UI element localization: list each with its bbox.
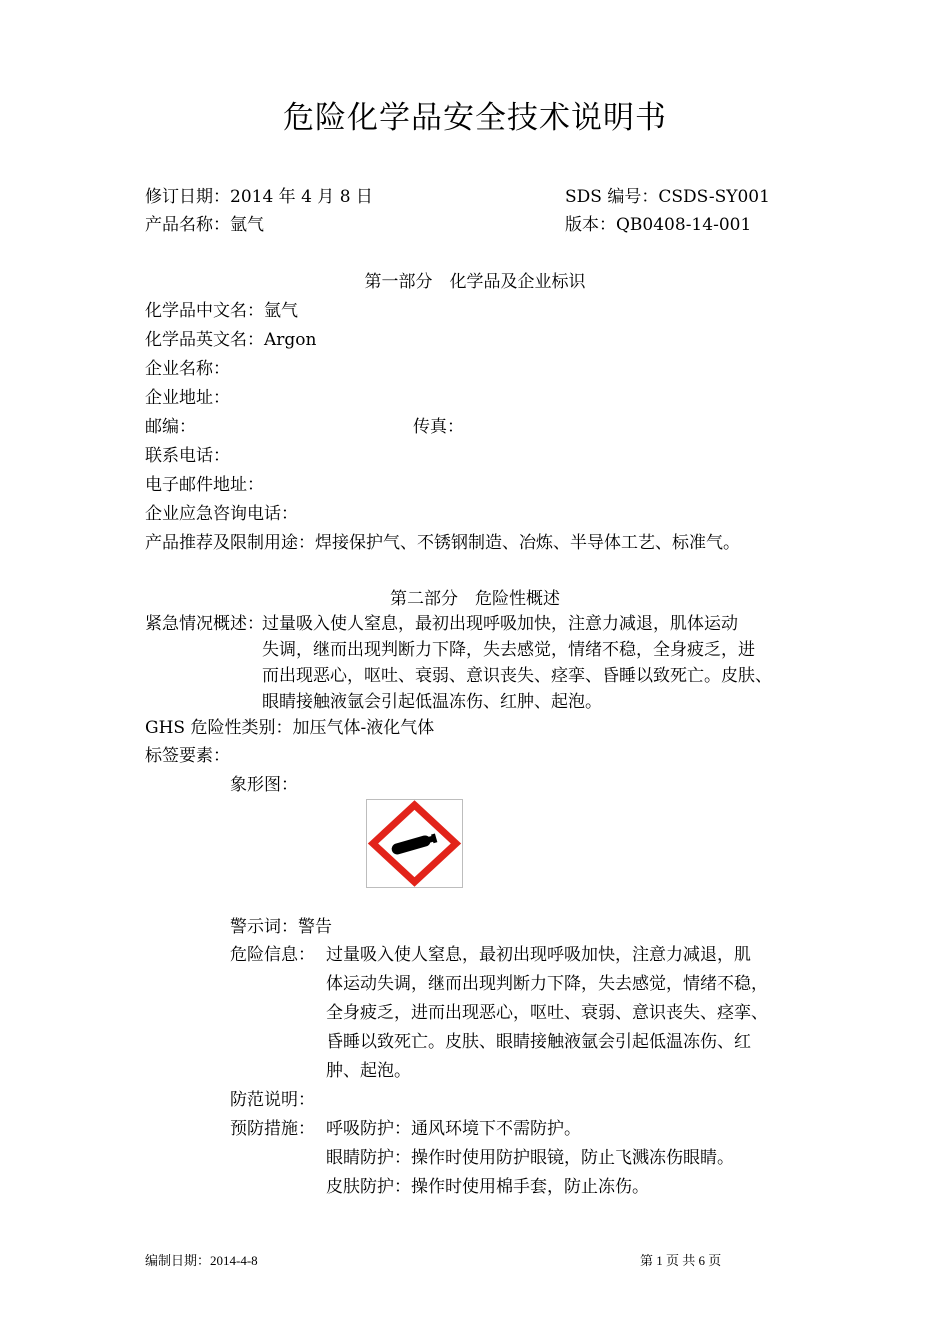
document-title: 危险化学品安全技术说明书: [283, 100, 667, 136]
company-name: 企业名称：: [145, 359, 230, 379]
product-name: 产品名称：氩气: [145, 215, 264, 235]
signal-word: 警示词：警告: [230, 917, 332, 937]
gas-cylinder-ghs-icon: [367, 800, 462, 887]
hazard-info-line: 全身疲乏，进而出现恶心，呕吐、衰弱、意识丧失、痉挛、: [326, 1003, 768, 1023]
hazard-info-line: 过量吸入使人窒息，最初出现呼吸加快，注意力减退，肌: [326, 945, 751, 965]
emergency-overview-label: 紧急情况概述：: [145, 614, 264, 634]
sds-number: SDS 编号：CSDS-SY001: [565, 187, 770, 207]
prevention-line: 皮肤防护：操作时使用棉手套，防止冻伤。: [326, 1177, 649, 1197]
emergency-overview-line: 眼睛接触液氩会引起低温冻伤、红肿、起泡。: [262, 692, 602, 712]
fax: 传真：: [413, 417, 464, 437]
recommended-usage: 产品推荐及限制用途：焊接保护气、不锈钢制造、冶炼、半导体工艺、标准气。: [145, 533, 740, 553]
label-elements: 标签要素：: [145, 746, 230, 766]
emergency-overview-line: 过量吸入使人窒息，最初出现呼吸加快，注意力减退，肌体运动: [262, 614, 738, 634]
emergency-overview-line: 而出现恶心，呕吐、衰弱、意识丧失、痉挛、昏睡以致死亡。皮肤、: [262, 666, 772, 686]
emergency-overview-line: 失调，继而出现判断力下降，失去感觉，情绪不稳，全身疲乏，进: [262, 640, 755, 660]
postcode: 邮编：: [145, 417, 196, 437]
hazard-info-line: 肿、起泡。: [326, 1061, 411, 1081]
ghs-category: GHS 危险性类别：加压气体-液化气体: [145, 718, 435, 738]
prevention-label: 预防措施：: [230, 1119, 315, 1139]
prevention-line: 呼吸防护：通风环境下不需防护。: [326, 1119, 581, 1139]
chemical-en-name: 化学品英文名：Argon: [145, 330, 317, 350]
section2-heading: 第二部分 危险性概述: [390, 589, 560, 609]
hazard-info-line: 体运动失调，继而出现判断力下降，失去感觉，情绪不稳，: [326, 974, 768, 994]
hazard-info-line: 昏睡以致死亡。皮肤、眼睛接触液氩会引起低温冻伤、红: [326, 1032, 751, 1052]
revision-date: 修订日期：2014 年 4 月 8 日: [145, 187, 373, 207]
hazard-info-label: 危险信息：: [230, 945, 315, 965]
precaution-label: 防范说明：: [230, 1090, 315, 1110]
page-number: 第 1 页 共 6 页: [640, 1253, 722, 1268]
compiled-date: 编制日期：2014-4-8: [145, 1253, 258, 1268]
ghs-pictogram: [366, 799, 463, 888]
company-address: 企业地址：: [145, 388, 230, 408]
prevention-line: 眼睛防护：操作时使用防护眼镜，防止飞溅冻伤眼睛。: [326, 1148, 734, 1168]
version: 版本：QB0408-14-001: [565, 215, 752, 235]
emergency-phone: 企业应急咨询电话：: [145, 504, 298, 524]
chemical-cn-name: 化学品中文名：氩气: [145, 301, 298, 321]
email: 电子邮件地址：: [145, 475, 264, 495]
section1-heading: 第一部分 化学品及企业标识: [364, 272, 586, 292]
phone: 联系电话：: [145, 446, 230, 466]
pictogram-label: 象形图：: [230, 775, 298, 795]
